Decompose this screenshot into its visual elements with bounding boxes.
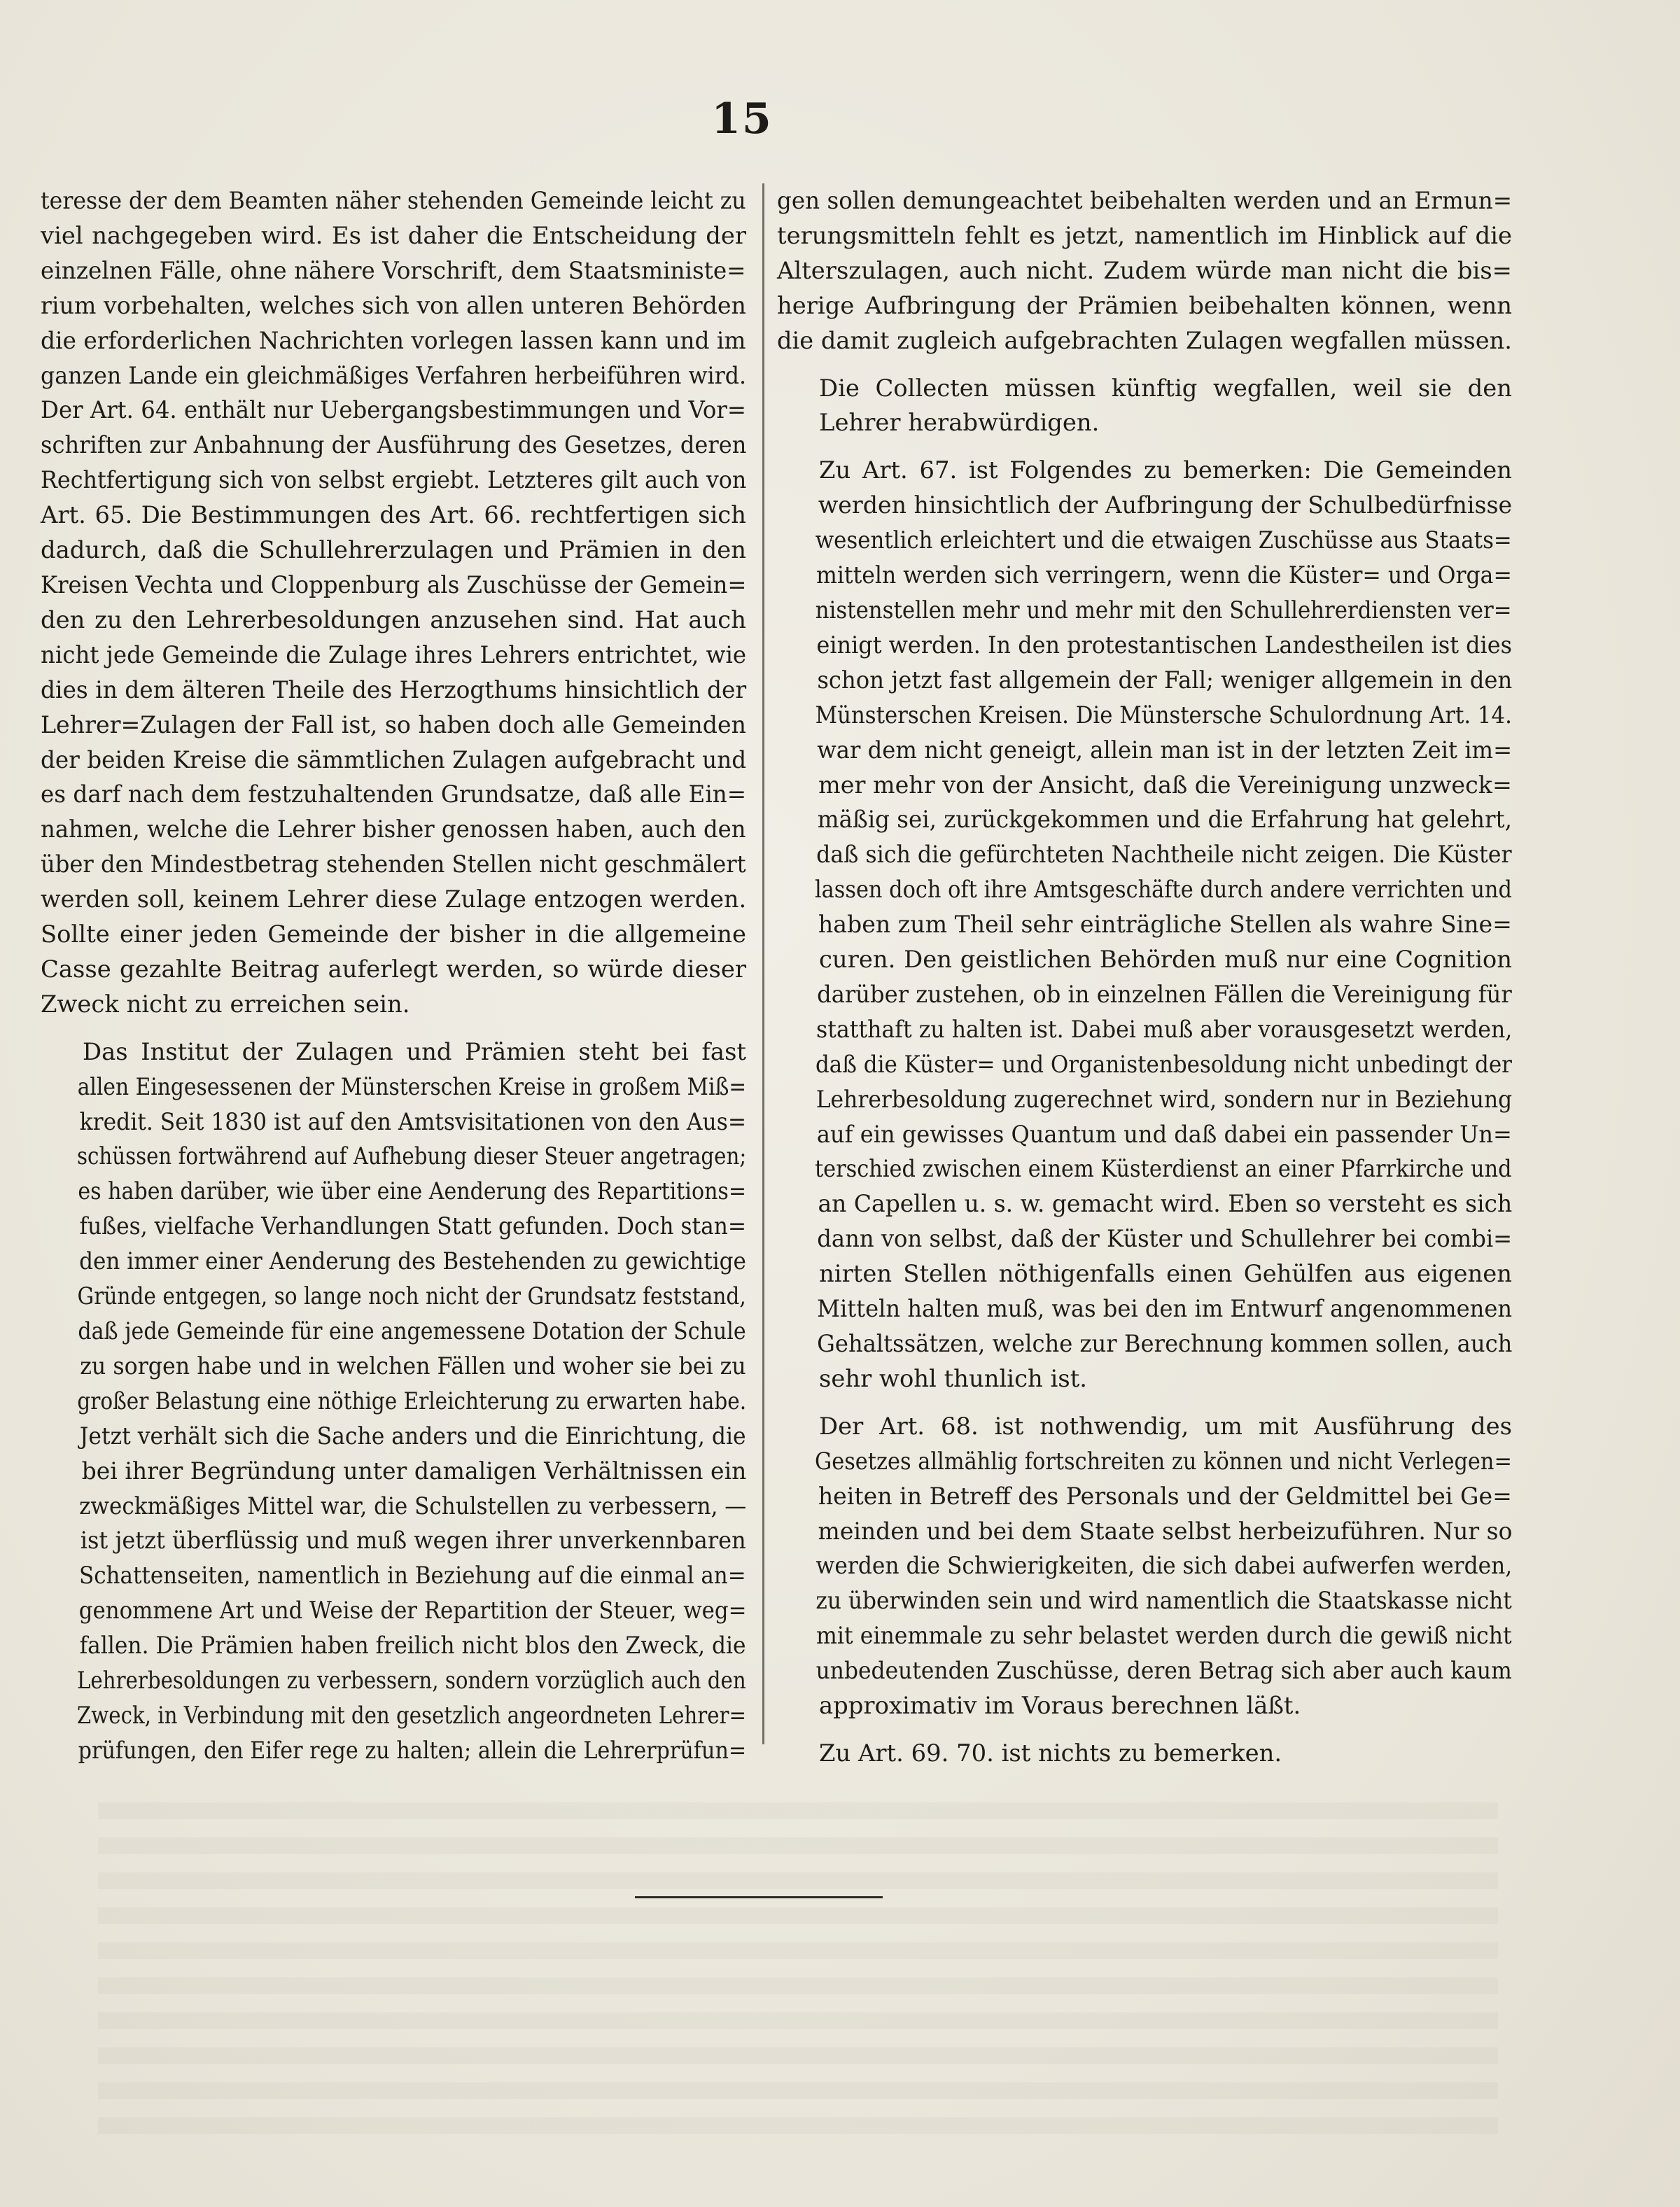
text-line: terungsmitteln fehlt es jetzt, namentlich im Hinblick auf die (777, 221, 1512, 249)
text-line: Mitteln halten muß, was bei den im Entwurf angenommenen (817, 1295, 1513, 1323)
text-line: mäßig sei, zurückgekommen und die Erfahrung hat gelehrt, (817, 806, 1512, 834)
text-line: schüssen fortwährend auf Aufhebung dieser Steuer angetragen; (76, 1142, 747, 1170)
paragraph (41, 1035, 746, 1768)
text-line: es darf nach dem festzuhaltenden Grundsatze, daß alle Ein= (41, 780, 747, 808)
text-line: Rechtfertigung sich von selbst ergiebt. Letzteres gilt auch von (41, 466, 747, 494)
text-line: herige Aufbringung der Prämien beibehalten können, wenn (777, 291, 1512, 319)
text-line: Gründe entgegen, so lange noch nicht der Grundsatz feststand, (77, 1282, 746, 1310)
text-line: der beiden Kreise die sämmtlichen Zulagen aufgebracht und (41, 745, 747, 773)
paragraph (777, 371, 1512, 441)
paragraph (41, 183, 746, 1022)
text-line: rium vorbehalten, welches sich von allen unteren Behörden (41, 291, 746, 319)
text-line: wesentlich erleichtert und die etwaigen Zuschüsse aus Staats= (815, 526, 1512, 554)
text-line: Der Art. 64. enthält nur Uebergangsbestimmungen und Vor= (41, 396, 746, 424)
text-line: einigt werden. In den protestantischen Landestheilen ist dies (816, 631, 1512, 659)
text-line: schon jetzt fast allgemein der Fall; weniger allgemein in den (817, 666, 1513, 694)
text-line: mer mehr von der Ansicht, daß die Vereinigung unzweck= (818, 771, 1512, 799)
text-line: werden soll, keinem Lehrer diese Zulage entzogen werden. (41, 885, 747, 913)
text-line: zweckmäßiges Mittel war, die Schulstellen zu verbessern, — (79, 1492, 747, 1520)
text-line: ganzen Lande ein gleichmäßiges Verfahren herbeiführen wird. (41, 361, 747, 389)
text-line: Alterszulagen, auch nicht. Zudem würde man nicht die bis= (777, 256, 1512, 284)
text-line: dadurch, daß die Schullehrerzulagen und Prämien in den (41, 536, 746, 564)
paragraph (777, 453, 1512, 1396)
text-line: Das Institut der Zulagen und Prämien steht bei fast (83, 1037, 746, 1065)
text-line: unbedeutenden Zuschüsse, deren Betrag sich aber auch kaum (816, 1657, 1512, 1685)
text-line: statthaft zu halten ist. Dabei muß aber vorausgesetzt werden, (816, 1015, 1513, 1043)
text-line: Gesetzes allmählig fortschreiten zu können und nicht Verlegen= (814, 1447, 1512, 1475)
text-line: Der Art. 68. ist nothwendig, um mit Ausführung des (819, 1412, 1512, 1440)
text-line: Jetzt verhält sich die Sache anders und die Einrichtung, die (79, 1422, 746, 1450)
text-line: zu überwinden sein und wird namentlich die Staatskasse nicht (816, 1587, 1512, 1615)
text-line: prüfungen, den Eifer rege zu halten; allein die Lehrerprüfun= (78, 1736, 747, 1764)
text-line: mitteln werden sich verringern, wenn die Küster= und Orga= (816, 561, 1512, 589)
text-line: allen Eingesessenen der Münsterschen Kreise in großem Miß= (77, 1072, 747, 1100)
text-line: nahmen, welche die Lehrer bisher genossen haben, auch den (41, 815, 746, 843)
text-line: die erforderlichen Nachrichten vorlegen lassen kann und im (41, 326, 746, 354)
text-line: Münsterschen Kreisen. Die Münstersche Schulordnung Art. 14. (815, 701, 1512, 729)
text-line: kredit. Seit 1830 ist auf den Amtsvisitationen von den Aus= (79, 1107, 747, 1135)
text-line: einzelnen Fälle, ohne nähere Vorschrift, dem Staatsministe= (41, 256, 746, 284)
text-line: teresse der dem Beamten näher stehenden Gemeinde leicht zu (41, 187, 746, 214)
text-line: dann von selbst, daß der Küster und Schullehrer bei combi= (817, 1225, 1513, 1253)
text-line: lassen doch oft ihre Amtsgeschäfte durch andere verrichten und (814, 876, 1512, 904)
text-line: genommene Art und Weise der Repartition der Steuer, weg= (78, 1597, 747, 1625)
text-line: fußes, vielfache Verhandlungen Statt gefunden. Doch stan= (79, 1212, 747, 1240)
text-line: schriften zur Anbahnung der Ausführung des Gesetzes, deren (41, 431, 747, 459)
text-line: Zu Art. 67. ist Folgendes zu bemerken: Die Gemeinden (819, 456, 1512, 484)
text-line: Gehaltssätzen, welche zur Berechnung kommen sollen, auch (817, 1330, 1513, 1357)
text-line: den zu den Lehrerbesoldungen anzusehen sind. Hat auch (41, 605, 746, 633)
text-line: Zu Art. 69. 70. ist nichts zu bemerken. (819, 1739, 1282, 1767)
text-line: ist jetzt überflüssig und muß wegen ihrer unverkennbaren (80, 1527, 746, 1555)
text-line: mit einemmale zu sehr belastet werden durch die gewiß nicht (816, 1622, 1512, 1650)
bleed-through-shadow (98, 1802, 1498, 2138)
text-line: Zweck, in Verbindung mit den gesetzlich angeordneten Lehrer= (76, 1701, 746, 1729)
text-line: bei ihrer Begründung unter damaligen Verhältnissen ein (81, 1457, 747, 1485)
text-line: nistenstellen mehr und mehr mit den Schullehrerdiensten ver= (815, 596, 1512, 624)
right-text-column (777, 183, 1512, 1771)
paragraph (777, 183, 1512, 358)
text-line: war dem nicht geneigt, allein man ist in der letzten Zeit im= (817, 736, 1513, 764)
paragraph (777, 1409, 1512, 1723)
text-line: approximativ im Voraus berechnen läßt. (819, 1692, 1301, 1720)
text-line: auf ein gewisses Quantum und daß dabei ein passender Un= (816, 1120, 1512, 1148)
text-line: an Capellen u. s. w. gemacht wird. Eben so versteht es sich (818, 1190, 1513, 1218)
text-line: Lehrer=Zulagen der Fall ist, so haben doch alle Gemeinden (41, 710, 747, 738)
text-line: über den Mindestbetrag stehenden Stellen nicht geschmälert (41, 850, 746, 878)
text-line: daß jede Gemeinde für eine angemessene Dotation der Schule (78, 1317, 746, 1345)
text-line: heiten in Betreff des Personals und der Geldmittel bei Ge= (818, 1482, 1512, 1510)
text-line: Die Collecten müssen künftig wegfallen, weil sie den (819, 374, 1512, 402)
text-line: nirten Stellen nöthigenfalls einen Gehülfen aus eigenen (819, 1260, 1512, 1288)
left-text-column (41, 183, 746, 1768)
text-line: Lehrerbesoldung zugerechnet wird, sondern nur in Beziehung (816, 1085, 1513, 1113)
text-line: haben zum Theil sehr einträgliche Stellen als wahre Sine= (818, 911, 1512, 939)
text-line: den immer einer Aenderung des Bestehenden zu gewichtige (79, 1247, 746, 1275)
text-line: daß sich die gefürchteten Nachtheile nicht zeigen. Die Küster (816, 841, 1512, 869)
text-line: Lehrer herabwürdigen. (819, 409, 1100, 437)
text-line: Schattenseiten, namentlich in Beziehung auf die einmal an= (78, 1562, 746, 1590)
text-line: werden die Schwierigkeiten, die sich dabei aufwerfen werden, (816, 1552, 1513, 1580)
text-line: fallen. Die Prämien haben freilich nicht blos den Zweck, die (79, 1632, 746, 1660)
text-line: daß die Küster= und Organistenbesoldung nicht unbedingt der (815, 1050, 1512, 1078)
page-number: 15 (711, 94, 773, 143)
text-line: zu sorgen habe und in welchen Fällen und woher sie bei zu (80, 1352, 746, 1380)
text-line: viel nachgegeben wird. Es ist daher die Entscheidung der (41, 221, 746, 249)
text-line: Sollte einer jeden Gemeinde der bisher in die allgemeine (41, 920, 746, 948)
paragraph (777, 1736, 1512, 1771)
text-line: werden hinsichtlich der Aufbringung der Schulbedürfnisse (818, 491, 1513, 519)
text-line: Kreisen Vechta und Cloppenburg als Zuschüsse der Gemein= (41, 570, 747, 598)
text-line: meinden und bei dem Staate selbst herbeizuführen. Nur so (818, 1517, 1513, 1545)
text-line: die damit zugleich aufgebrachten Zulagen wegfallen müssen. (777, 326, 1512, 354)
text-line: Art. 65. Die Bestimmungen des Art. 66. rechtfertigen sich (41, 501, 746, 529)
text-line: großer Belastung eine nöthige Erleichterung zu erwarten habe. (77, 1387, 747, 1415)
text-line: darüber zustehen, ob in einzelnen Fällen die Vereinigung für (817, 980, 1512, 1008)
column-divider (762, 183, 764, 1744)
text-line: sehr wohl thunlich ist. (819, 1364, 1088, 1392)
text-line: terschied zwischen einem Küsterdienst an einer Pfarrkirche und (814, 1155, 1512, 1183)
text-line: curen. Den geistlichen Behörden muß nur eine Cognition (819, 946, 1512, 974)
text-line: Lehrerbesoldungen zu verbessern, sondern vorzüglich auch den (76, 1667, 746, 1695)
text-line: dies in dem älteren Theile des Herzogthums hinsichtlich der (41, 675, 747, 703)
end-rule (635, 1896, 883, 1898)
text-line: gen sollen demungeachtet beibehalten werden und an Ermun= (777, 187, 1512, 214)
text-line: Zweck nicht zu erreichen sein. (41, 990, 410, 1018)
text-line: es haben darüber, wie über eine Aenderung des Repartitions= (78, 1177, 747, 1205)
text-line: nicht jede Gemeinde die Zulage ihres Lehrers entrichtet, wie (41, 640, 747, 668)
text-line: Casse gezahlte Beitrag auferlegt werden, so würde dieser (41, 955, 746, 983)
